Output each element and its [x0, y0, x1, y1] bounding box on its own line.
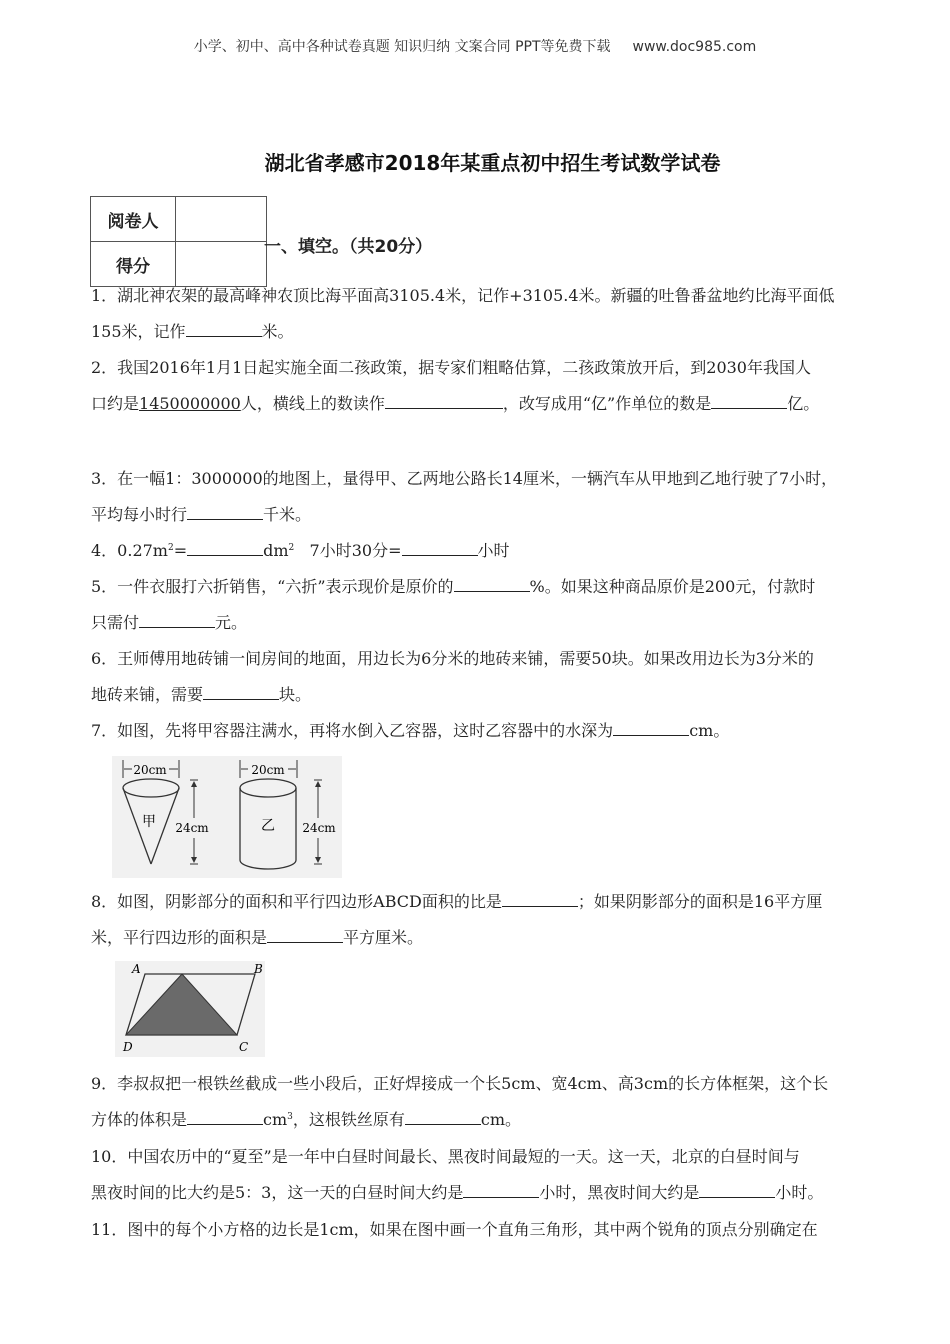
- q1-text: 155米，记作: [91, 322, 186, 341]
- question-1: [91, 278, 911, 350]
- q10-unit: 小时。: [775, 1183, 824, 1202]
- cyl-name: 乙: [261, 818, 275, 834]
- q8-line1: [91, 884, 911, 920]
- q6-line1: 6．王师傅用地砖铺一间房间的地面，用边长为6分米的地砖来铺，需要50块。如果改用边长为3分米的: [91, 649, 814, 668]
- cone-name: 甲: [142, 814, 156, 830]
- q9-text-a: 方体的体积是: [91, 1110, 188, 1129]
- q4-eq: =: [173, 541, 188, 560]
- q8-blank-1[interactable]: [502, 888, 578, 907]
- question-9: [91, 1066, 911, 1138]
- q8-blank-2[interactable]: [267, 924, 343, 943]
- score-label: 得分: [91, 242, 176, 287]
- q5-line1: [91, 569, 911, 605]
- header-site[interactable]: www.doc985.com: [632, 39, 757, 55]
- q4-unit-dm: dm: [263, 541, 289, 560]
- q5-line2: [91, 605, 911, 641]
- cyl-width-label: 20cm: [251, 763, 285, 777]
- q1-line2: [91, 314, 911, 350]
- q1-unit: 米。: [261, 322, 294, 341]
- q9-blank-2[interactable]: [405, 1106, 481, 1125]
- q5-text-c: 只需付: [91, 613, 140, 632]
- q3-blank[interactable]: [187, 501, 263, 520]
- q11-line1: 11．图中的每个小方格的边长是1cm，如果在图中画一个直角三角形，其中两个锐角的顶点分别确定在: [91, 1220, 818, 1239]
- q3-unit: 千米。: [263, 505, 312, 524]
- vertex-a-label: A: [132, 962, 141, 976]
- q2-line2: [91, 386, 911, 422]
- q5-unit: 元。: [215, 613, 248, 632]
- q4-blank-1[interactable]: [187, 537, 263, 556]
- question-6: [91, 641, 911, 713]
- score-table: [90, 196, 267, 287]
- q6-line2: [91, 677, 911, 713]
- q5-blank-1[interactable]: [454, 573, 530, 592]
- question-4: [91, 533, 911, 569]
- q4-blank-2[interactable]: [402, 537, 478, 556]
- q8-unit: 平方厘米。: [343, 928, 424, 947]
- q8-text-b: ；如果阴影部分的面积是16平方厘: [577, 892, 823, 911]
- q2-text-d: 亿。: [787, 394, 820, 413]
- q9-blank-1[interactable]: [187, 1106, 263, 1125]
- q3-line2: [91, 497, 911, 533]
- q8-line2: [91, 920, 911, 956]
- page-header: [0, 36, 950, 56]
- question-7: [91, 713, 911, 749]
- q10-text-a: 黑夜时间的比大约是5：3，这一天的白昼时间大约是: [91, 1183, 464, 1202]
- q5-text-b: %。如果这种商品原价是200元，付款时: [529, 577, 816, 596]
- figure-8-parallelogram: [115, 961, 265, 1057]
- q9-line2: [91, 1102, 911, 1138]
- question-5: [91, 569, 911, 641]
- q9-sup: 3: [287, 1112, 293, 1122]
- q10-text-b: 小时，黑夜时间大约是: [539, 1183, 700, 1202]
- q10-blank-2[interactable]: [699, 1179, 775, 1198]
- header-tagline: 小学、初中、高中各种试卷真题 知识归纳 文案合同 PPT等免费下载: [193, 39, 611, 55]
- q2-line1: 2．我国2016年1月1日起实施全面二孩政策，据专家们粗略估算，二孩政策放开后，到2030年我国人: [91, 358, 811, 377]
- q2-number: 1450000000: [139, 394, 241, 413]
- q3-line1: 3．在一幅1：3000000的地图上，量得甲、乙两地公路长14厘米，一辆汽车从甲地到乙地行驶了7小时，: [91, 469, 838, 488]
- q2-text-c: ，改写成用“亿”作单位的数是: [502, 394, 712, 413]
- question-11: [91, 1212, 911, 1248]
- page-title: 湖北省孝感市2018年某重点初中招生考试数学试卷: [264, 151, 721, 175]
- q1-line1: 1．湖北神农架的最高峰神农顶比海平面高3105.4米，记作+3105.4米。新疆的吐鲁番盆地约比海平面低: [91, 286, 835, 305]
- q2-text-b: 人，横线上的数读作: [240, 394, 385, 413]
- q6-unit: 块。: [279, 685, 312, 704]
- q10-line2: [91, 1175, 911, 1211]
- q5-text-a: 5．一件衣服打六折销售，“六折”表示现价是原价的: [91, 577, 454, 596]
- q7-text: 7．如图，先将甲容器注满水，再将水倒入乙容器，这时乙容器中的水深为: [91, 721, 614, 740]
- vertex-b-label: B: [254, 962, 263, 976]
- grader-label: 阅卷人: [91, 197, 176, 242]
- q2-text-a: 口约是: [91, 394, 140, 413]
- q4-sup-1: 2: [167, 543, 174, 553]
- q4-text-a: 4．0.27m: [91, 541, 168, 560]
- q7-unit: cm。: [689, 721, 730, 740]
- vertex-d-label: D: [123, 1040, 133, 1054]
- q8-text-c: 米，平行四边形的面积是: [91, 928, 268, 947]
- q6-text: 地砖来铺，需要: [91, 685, 204, 704]
- q4-unit-hour: 小时: [477, 541, 510, 560]
- q10-line1: 10．中国农历中的“夏至”是一年中白昼时间最长、黑夜时间最短的一天。这一天，北京的白昼时间与: [91, 1147, 800, 1166]
- q9-text-c: ，这根铁丝原有: [292, 1110, 405, 1129]
- q8-text-a: 8．如图，阴影部分的面积和平行四边形ABCD面积的比是: [91, 892, 502, 911]
- q2-blank-yi[interactable]: [711, 390, 787, 409]
- q9-line1: 9．李叔叔把一根铁丝截成一些小段后，正好焊接成一个长5cm、宽4cm、高3cm的长方体框架，这个长: [91, 1074, 829, 1093]
- section-heading: 一、填空。（共20分）: [264, 237, 433, 257]
- q5-blank-2[interactable]: [139, 609, 215, 628]
- q9-unit-cm2: cm。: [480, 1110, 522, 1129]
- question-3: [91, 461, 911, 533]
- question-10: [91, 1139, 911, 1211]
- q1-blank[interactable]: [186, 318, 262, 337]
- q7-blank[interactable]: [613, 717, 689, 736]
- question-2: [91, 350, 911, 422]
- q4-sup-2: 2: [288, 543, 295, 553]
- cone-width-label: 20cm: [133, 763, 167, 777]
- cyl-height-label: 24cm: [302, 821, 336, 835]
- figure-7-containers: [112, 756, 342, 878]
- grader-cell[interactable]: [176, 197, 267, 242]
- q4-text-d: 7小时30分=: [294, 541, 402, 560]
- question-8: [91, 884, 911, 956]
- q9-unit-cm: cm: [263, 1110, 288, 1129]
- q10-blank-1[interactable]: [463, 1179, 539, 1198]
- q2-blank-read[interactable]: [385, 390, 503, 409]
- vertex-c-label: C: [239, 1040, 249, 1054]
- q3-text: 平均每小时行: [91, 505, 188, 524]
- q6-blank[interactable]: [203, 681, 279, 700]
- cone-height-label: 24cm: [175, 821, 209, 835]
